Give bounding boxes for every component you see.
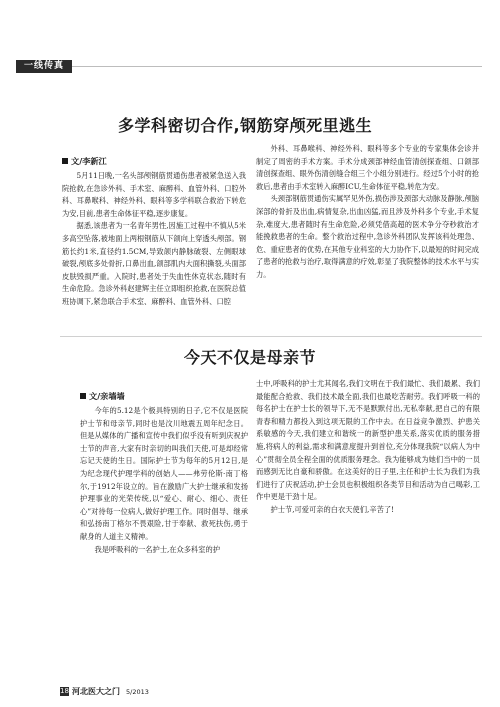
article-2-paragraph: 士中,呼吸科的护士尤其闻名,我们文明在于我们最忙、我们最累、我们最能配合抢救、我们技术最全面,我们也最吃苦耐劳。我们呼吸一科的每名护士在护士长的领导下,无不是默默付出,无私奉献,把自己的有限青春和精力都投入到这项无限的工作中去。在日益竞争激烈、护患关系敏感的今天,我们建立和谐统一的新型护患关系,落实优质的服务措施,将病人的利益,需求和满意度提升到首位,充分体现我院“以病人为中心”贯彻全员全程全面的优质服务理念。我为能够成为她们当中的一员而感到无比自豪和骄傲。在这美好的日子里,主任和护士长为我们为我们进行了庆祝活动,护士会员也积极组织各类节目和活动为自己喝彩,工作中更是干劲十足。	[256, 379, 480, 502]
article-2-title: 今天不仅是母亲节	[183, 348, 316, 367]
article-2-paragraph: 今年的5.12是个极具特别的日子,它不仅是医院护士节和母亲节,同时也是汶川地震五周年纪念日。但是从媒体的广播和宣传中我们似乎没有听到庆祝护士节的声音,大家有时亲切的叫我们天使,可是却经常忘记天使的生日。国际护士节为每年的5月12日,是为纪念现代护理学科的创始人——弗劳伦斯·南丁格尔,于1912年设立的。旨在激励广大护士继承和发扬护理事业的光荣传统,以“爱心、耐心、细心、责任心”对待每一位病人,做好护理工作。同时倡导、继承和弘扬南丁格尔不畏艰险,甘于奉献、救死扶伤,勇于献身的人道主义精神。	[80, 406, 248, 541]
article-1-paragraph: 头颈部钢筋贯通伤实属罕见外伤,损伤涉及颈部大动脉及静脉,颅脑深部的骨折及出血,病情复杂,出血凶猛,而且涉及外科多个专业,手术复杂,难度大,患者随时有生命危险,必须凭借高超的医术争分夺秒救治才能挽救患者的生命。整个救治过程中,急诊外科团队发挥该科处理急、危、重症患者的优势,在其他专业科室的大力协作下,以最短的时间完成了患者的抢救与治疗,取得满意的疗效,彰显了我院整体的技术水平与实力。	[256, 194, 479, 279]
article-1-paragraph: 据悉,该患者为一名青年男性,因施工过程中不慎从5米多高空坠落,被地面上两根钢筋从下颌向上穿透头颅部。钢筋长约1米,直径约1.5CM,导致颌内静脉破裂、左侧眼球破裂,颅底多处骨折,口鼻出血,颌部肌内大面积撕裂,头面部皮肤毁损严重。入院时,患者处于失血性休克状态,随时有生命危险。急诊外科赵建辉主任立即组织抢救,在医院总值班协调下,紧急联合手术室、麻醉科、血管外科、口腔	[62, 221, 246, 306]
article-2-paragraph: 护士节,可爱可亲的白衣天使们,辛苦了!	[270, 504, 395, 514]
article-1-paragraph: 外科、耳鼻喉科、神经外科、眼科等多个专业的专家集体会诊并制定了周密的手术方案。手术分成颈部神经血管清创探查组、口颌部清创探查组、眼外伤清创缝合组三个小组分别进行。经过5个小时的抢救后,患者由手术室转入麻醉ICU,生命体征平稳,转危为安。	[256, 144, 479, 191]
magazine-name: 河北医大之门	[72, 687, 120, 696]
article-1-byline: 文/李新江	[62, 156, 107, 167]
issue-number: 5/2013	[126, 688, 149, 696]
article-1-right-column	[256, 143, 479, 331]
article-1-left-column	[62, 170, 246, 330]
article-2-paragraph: 我是呼吸科的一名护士,在众多科室的护	[94, 544, 221, 554]
article-2-byline: 文/亲墙墙	[80, 391, 125, 402]
page-number: 18	[60, 687, 69, 695]
article-2-left-column	[80, 405, 248, 667]
section-tag: 一线传真	[16, 60, 72, 73]
section-rule	[72, 66, 482, 67]
article-divider	[60, 336, 482, 337]
article-1-paragraph: 5月11日晚,一名头部颅钢筋贯通伤患者被紧急送入我院抢救,在急诊外科、手术室、麻醉科、血管外科、口腔外科、耳鼻喉科、神经外科、眼科等多学科联合救治下转危为安,目前,患者生命体征平稳,逐步康复。	[62, 171, 246, 218]
article-1-title: 多学科密切合作,钢筋穿颅死里逃生	[118, 116, 373, 135]
article-2-right-column	[256, 378, 480, 668]
